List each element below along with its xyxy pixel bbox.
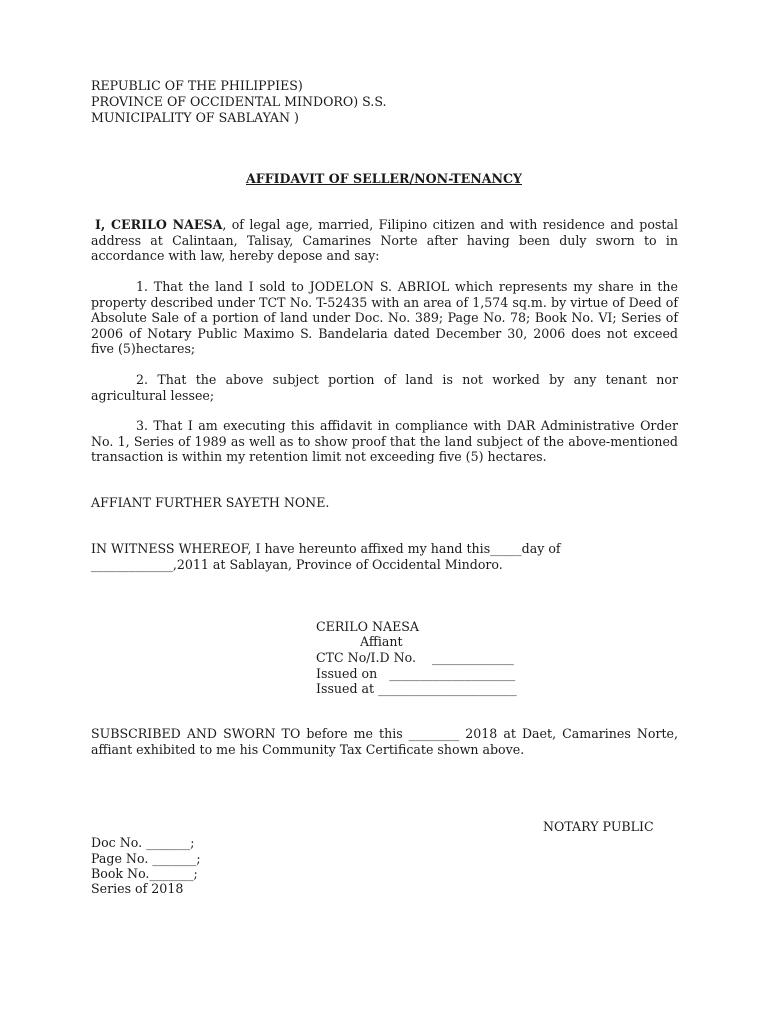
paragraph-3: 3. That I am executing this affidavit in compliance with DAR Administrative Order No. 1, Series of 1989 as well as to show proof that the land subject of the above-mentioned transaction is within my retention limit not exceeding five (5) hectares. [91,418,678,465]
header-line-republic: REPUBLIC OF THE PHILIPPIES) [91,78,303,93]
intro-text: , of legal age, married, Filipino citizen and with residence and postal address at Calintaan, Talisay, Camarines Norte after having been duly sworn to in accordance with law, hereby depose and say: [91,217,678,264]
affiant-further-line: AFFIANT FURTHER SAYETH NONE. [91,495,330,510]
doc-no-line: Doc No. _______; [91,835,195,850]
page-no-line: Page No. _______; [91,851,201,866]
ctc-line: CTC No/I.D No. _____________ [316,650,514,665]
signature-role: Affiant [360,634,403,649]
notary-public-label: NOTARY PUBLIC [543,819,654,834]
subscribed-paragraph: SUBSCRIBED AND SWORN TO before me this ________ 2018 at Daet, Camarines Norte, affiant exhibited to me his Community Tax Certificate shown above. [91,726,678,757]
issued-at-line: Issued at ______________________ [316,681,517,696]
intro-paragraph [91,217,678,264]
book-no-line: Book No._______; [91,866,198,881]
document-title: AFFIDAVIT OF SELLER/NON-TENANCY [245,171,522,186]
witness-line-1: IN WITNESS WHEREOF, I have hereunto affixed my hand this_____day of [91,541,561,556]
affiant-name-bold: I, CERILO NAESA [95,217,223,232]
signature-name: CERILO NAESA [316,619,420,634]
paragraph-2: 2. That the above subject portion of land is not worked by any tenant nor agricultural lessee; [91,372,678,403]
series-line: Series of 2018 [91,881,184,896]
witness-line-2: _____________,2011 at Sablayan, Province of Occidental Mindoro. [91,557,503,572]
header-line-municipality: MUNICIPALITY OF SABLAYAN ) [91,110,299,125]
header-line-province: PROVINCE OF OCCIDENTAL MINDORO) S.S. [91,94,387,109]
issued-on-line: Issued on ____________________ [316,666,516,681]
paragraph-1: 1. That the land I sold to JODELON S. ABRIOL which represents my share in the property described under TCT No. T-52435 with an area of 1,574 sq.m. by virtue of Deed of Absolute Sale of a portion of land under Doc. No. 389; Page No. 78; Book No. VI; Series of 2006 of Notary Public Maximo S. Bandelaria dated December 30, 2006 does not exceed five (5)hectares; [91,279,678,357]
